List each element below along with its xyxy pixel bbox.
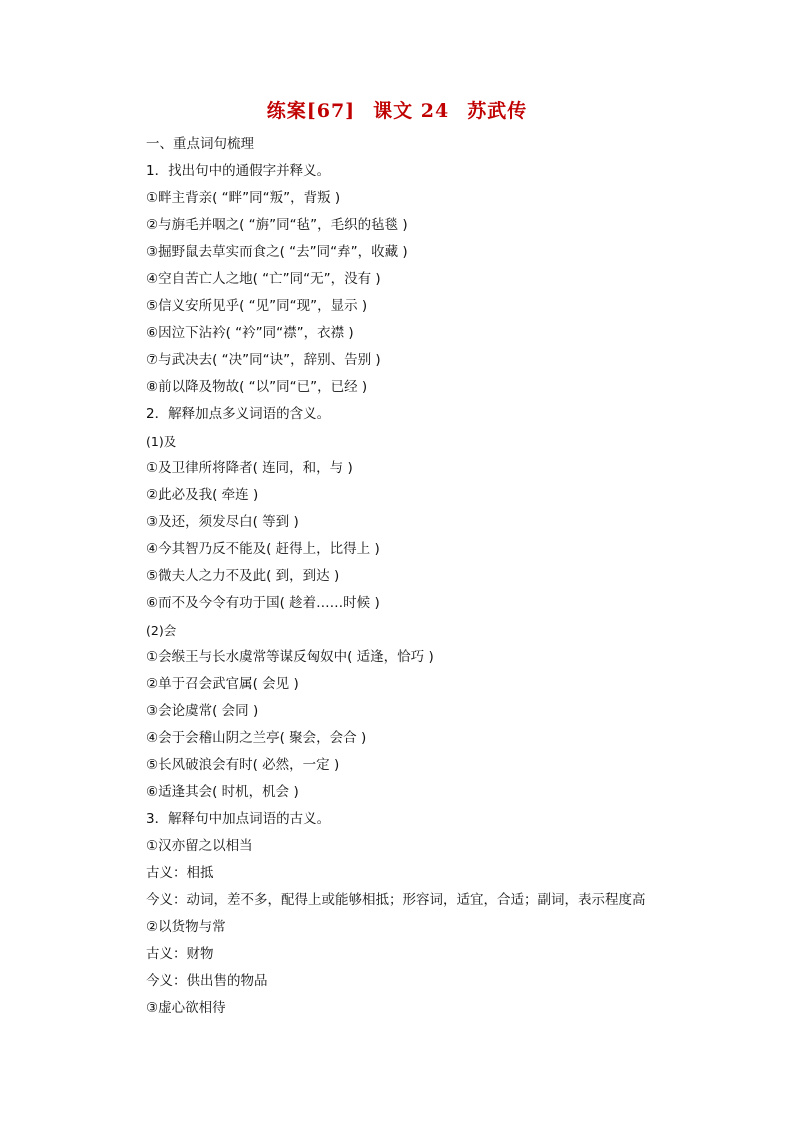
list-item: ②单于召会武官属( 会见 ) (146, 676, 299, 692)
list-item: ②与旃毛并咽之( “旃”同“毡”，毛织的毡毯 ) (146, 217, 408, 233)
list-item: ①汉亦留之以相当 (146, 838, 253, 854)
page-title (0, 96, 794, 123)
subsection-label: (1)及 (146, 434, 177, 449)
section-heading: 一、重点词句梳理 (146, 136, 254, 152)
list-item: ③会论虞常( 会同 ) (146, 703, 259, 719)
list-item: ②以货物与常 (146, 919, 226, 935)
list-item: ⑥适逢其会( 时机，机会 ) (146, 784, 299, 800)
list-item: ③虚心欲相待 (146, 1000, 226, 1016)
list-item: ⑧前以降及物故( “以”同“已”，已经 ) (146, 379, 368, 395)
list-item: ③及还，须发尽白( 等到 ) (146, 514, 299, 530)
modern-meaning: 今义：动词，差不多，配得上或能够相抵；形容词，适宜，合适；副词，表示程度高 (146, 892, 646, 908)
list-item: ⑤信义安所见乎( “见”同“现”，显示 ) (146, 298, 368, 314)
ancient-meaning: 古义：相抵 (146, 865, 214, 881)
question-heading: 2．解释加点多义词语的含义。 (146, 406, 331, 422)
list-item: ⑥因泣下沾衿( “衿”同“襟”，衣襟 ) (146, 325, 354, 341)
list-item: ①畔主背亲( “畔”同“叛”，背叛 ) (146, 190, 341, 206)
list-item: ③掘野鼠去草实而食之( “去”同“弆”，收藏 ) (146, 244, 408, 260)
question-heading: 1．找出句中的通假字并释义。 (146, 163, 331, 179)
list-item: ⑦与武决去( “决”同“诀”，辞别、告别 ) (146, 352, 381, 368)
ancient-meaning: 古义：财物 (146, 946, 214, 962)
list-item: ②此必及我( 牵连 ) (146, 487, 259, 503)
title-lesson-name: 苏武传 (467, 100, 528, 122)
list-item: ④今其智乃反不能及( 赶得上，比得上 ) (146, 541, 380, 557)
list-item: ①及卫律所将降者( 连同，和，与 ) (146, 460, 353, 476)
modern-meaning: 今义：供出售的物品 (146, 973, 268, 989)
list-item: ④会于会稽山阴之兰亭( 聚会，会合 ) (146, 730, 367, 746)
question-heading: 3．解释句中加点词语的古义。 (146, 811, 331, 827)
list-item: ④空自苦亡人之地( “亡”同“无”，没有 ) (146, 271, 381, 287)
document-body (146, 131, 706, 1022)
list-item: ⑤微夫人之力不及此( 到，到达 ) (146, 568, 340, 584)
title-lesson-number: 课文 24 (373, 100, 450, 122)
list-item: ⑤长风破浪会有时( 必然，一定 ) (146, 757, 340, 773)
list-item: ⑥而不及今令有功于国( 趁着……时候 ) (146, 595, 380, 611)
title-exercise-number: 练案[67] (266, 100, 356, 122)
subsection-label: (2)会 (146, 623, 177, 638)
list-item: ①会缑王与长水虞常等谋反匈奴中( 适逢，恰巧 ) (146, 649, 434, 665)
